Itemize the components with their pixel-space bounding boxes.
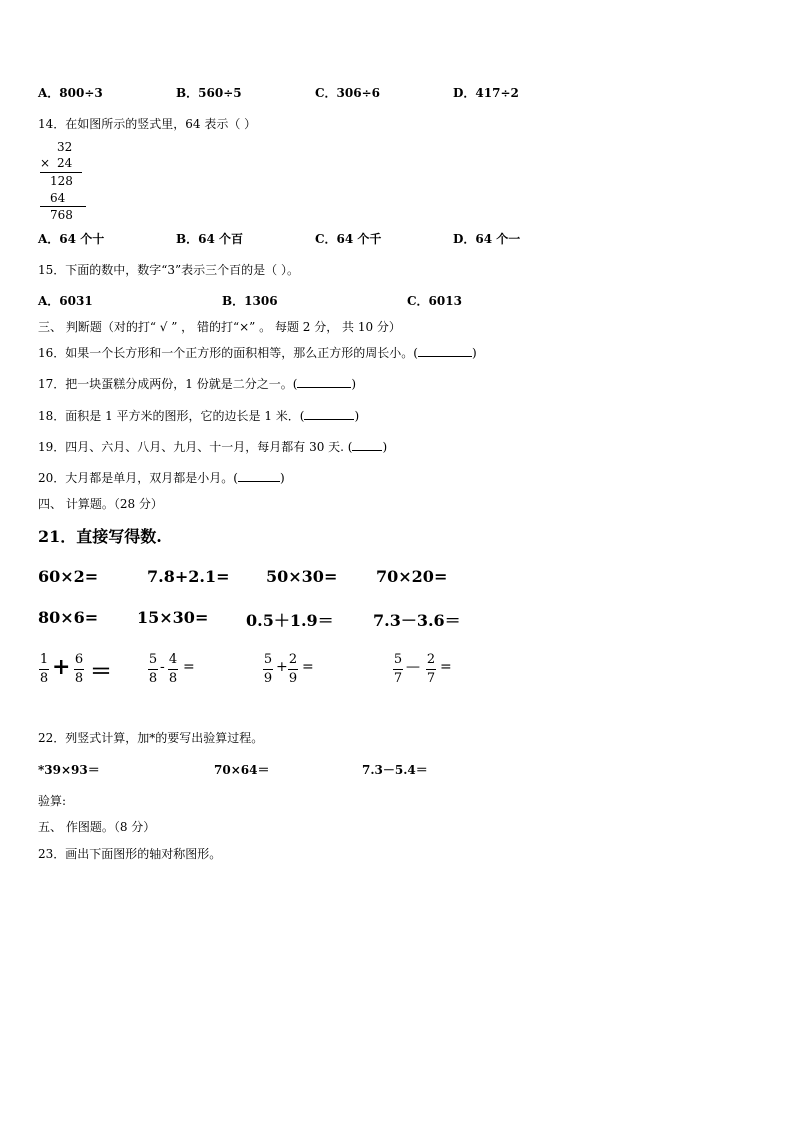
q13-option-c: C．306÷6: [315, 86, 381, 100]
q13-option-a: A．800÷3: [38, 86, 103, 100]
q21-title: 21．直接写得数.: [38, 527, 162, 546]
fraction: 4 8: [168, 652, 178, 686]
answer-blank[interactable]: [238, 469, 280, 482]
fraction: 5 7: [393, 652, 403, 686]
q22-item-2: 70×64＝: [214, 763, 270, 777]
calc-2-1: 80×6=: [38, 608, 99, 627]
fraction: 2 9: [288, 652, 298, 686]
equals-sign: =: [440, 659, 452, 675]
q14-option-c: C．64 个千: [315, 232, 382, 246]
judge-item-17: 17．把一块蛋糕分成两份，1 份就是二分之一。( ): [38, 377, 357, 391]
judge-item-16: 16．如果一个长方形和一个正方形的面积相等，那么正方形的周长小。( ): [38, 346, 477, 360]
minus-sign: —: [406, 659, 420, 675]
judge-item-19: 19．四月、六月、八月、九月、十一月，每月都有 30 天. ( ): [38, 440, 388, 454]
plus-sign: +: [276, 659, 288, 675]
calc-1-2: 7.8+2.1=: [147, 567, 230, 586]
plus-sign: +: [52, 654, 71, 680]
calc-1-4: 70×20=: [376, 567, 448, 586]
check-label: 验算:: [38, 794, 67, 808]
minus-sign: -: [160, 659, 165, 675]
q22-item-3: 7.3－5.4＝: [362, 763, 428, 777]
calc-1-1: 60×2=: [38, 567, 99, 586]
section-4-heading: 四、 计算题。（28 分）: [38, 497, 163, 511]
section-3-heading: 三、 判断题（对的打“ √ ” ， 错的打“×” 。 每题 2 分， 共 10 分）: [38, 320, 401, 334]
answer-blank[interactable]: [418, 344, 472, 357]
vm-result: 768: [50, 208, 73, 222]
vm-times-sign: ×: [40, 156, 51, 170]
fraction: 5 8: [148, 652, 158, 686]
section-5-heading: 五、 作图题。（8 分）: [38, 820, 156, 834]
q14-option-b: B．64 个百: [176, 232, 244, 246]
answer-blank[interactable]: [352, 438, 382, 451]
vm-multiplier: 24: [57, 156, 73, 170]
calc-2-3: 0.5＋1.9＝: [246, 611, 334, 630]
q22-item-1: *39×93＝: [38, 763, 100, 777]
fraction: 1 8: [39, 652, 49, 686]
calc-1-3: 50×30=: [266, 567, 338, 586]
fraction: 6 8: [74, 652, 84, 686]
q14-stem: 14．在如图所示的竖式里，64 表示（ ）: [38, 117, 257, 131]
q13-option-b: B．560÷5: [176, 86, 242, 100]
equals-sign: ＝: [90, 659, 113, 685]
q15-option-b: B．1306: [222, 294, 278, 308]
q14-option-a: A．64 个十: [38, 232, 105, 246]
q13-option-d: D．417÷2: [453, 86, 519, 100]
vm-partial-2: 64: [50, 191, 66, 205]
q15-option-a: A．6031: [38, 294, 93, 308]
fraction: 2 7: [426, 652, 436, 686]
q22-title: 22．列竖式计算，加*的要写出验算过程。: [38, 731, 264, 745]
calc-2-2: 15×30=: [137, 608, 209, 627]
equals-sign: =: [183, 659, 195, 675]
q15-stem: 15．下面的数中，数字“3”表示三个百的是（ ）。: [38, 263, 299, 277]
q15-option-c: C．6013: [407, 294, 462, 308]
vm-line-2: [40, 206, 86, 207]
calc-2-4: 7.3－3.6＝: [373, 611, 461, 630]
q14-option-d: D．64 个一: [453, 232, 521, 246]
fraction: 5 9: [263, 652, 273, 686]
vm-partial-1: 128: [50, 174, 73, 188]
answer-blank[interactable]: [297, 375, 351, 388]
vm-top: 32: [57, 140, 73, 154]
vm-line-1: [40, 172, 82, 173]
judge-item-20: 20．大月都是单月，双月都是小月。( ): [38, 471, 285, 485]
q23-stem: 23．画出下面图形的轴对称图形。: [38, 847, 222, 861]
answer-blank[interactable]: [304, 407, 354, 420]
judge-item-18: 18．面积是 1 平方米的图形，它的边长是 1 米．( ): [38, 409, 360, 423]
equals-sign: =: [302, 659, 314, 675]
